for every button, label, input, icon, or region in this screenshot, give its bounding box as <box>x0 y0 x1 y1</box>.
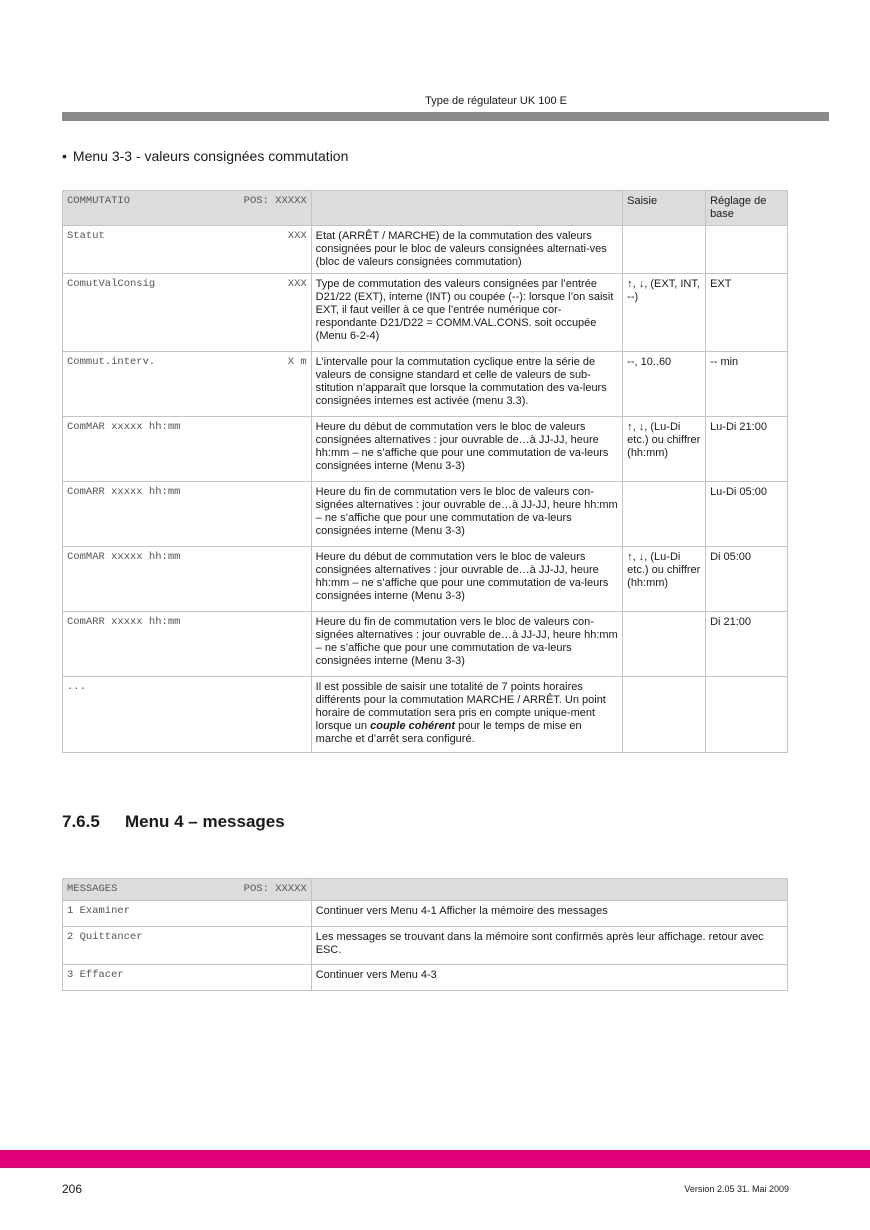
param-cell: 3 Effacer <box>63 965 312 991</box>
reglage-cell: Di 21:00 <box>706 612 788 677</box>
section-heading <box>62 812 285 832</box>
saisie-cell <box>623 677 706 753</box>
bullet-text: Menu 3-3 - valeurs consignées commutation <box>72 148 349 164</box>
table-row <box>63 612 788 677</box>
saisie-cell: ↑, ↓, (Lu-Di etc.) ou chiffrer (hh:mm) <box>623 547 706 612</box>
param-cell: ComMAR xxxxx hh:mm <box>63 547 312 612</box>
param-cell: 2 Quittancer <box>63 927 312 965</box>
desc-cell: Type de commutation des valeurs consignées par l’entrée D21/22 (EXT), interne (INT) ou coupée (--): lorsque l’on saisit EXT, il faut veiller à ce que l’entrée numérique cor-respondante D21/D22 = COMM.VAL.CONS. soit occupée (Menu 6-2-4) <box>311 274 622 352</box>
version-info: Version 2.05 31. Mai 2009 <box>684 1184 789 1194</box>
table-row <box>63 547 788 612</box>
table-row <box>63 901 788 927</box>
messages-table <box>62 878 788 991</box>
saisie-cell: ↑, ↓, (EXT, INT, --) <box>623 274 706 352</box>
desc-cell: Heure du début de commutation vers le bloc de valeurs consignées alternatives : jour ouvrable de…à JJ-JJ, heure hh:mm – ne s’affiche que pour une commutation de va-leurs consignées interne (Menu 3-3) <box>311 547 622 612</box>
reglage-cell: EXT <box>706 274 788 352</box>
table-header-row <box>63 879 788 901</box>
section-number: 7.6.5 <box>62 812 100 831</box>
bullet-icon: • <box>62 148 67 164</box>
desc-cell: Les messages se trouvant dans la mémoire sont confirmés après leur affichage. retour avec ESC. <box>311 927 787 965</box>
header-reglage-cell: Réglage de base <box>706 191 788 226</box>
desc-cell: Continuer vers Menu 4-3 <box>311 965 787 991</box>
saisie-cell: ↑, ↓, (Lu-Di etc.) ou chiffrer (hh:mm) <box>623 417 706 482</box>
section-title: Menu 4 – messages <box>125 812 285 831</box>
footer-bar <box>0 1150 870 1168</box>
table-row <box>63 226 788 274</box>
desc-cell: Il est possible de saisir une totalité de 7 points horaires différents pour la commutation MARCHE / ARRÊT. Un point horaire de commutation sera pris en compte unique-ment lorsque un couple cohérent pour le temps de mise en marche et d’arrêt sera configuré. <box>311 677 622 753</box>
reglage-cell <box>706 677 788 753</box>
saisie-cell: --, 10..60 <box>623 352 706 417</box>
saisie-cell <box>623 612 706 677</box>
reglage-cell: Lu-Di 21:00 <box>706 417 788 482</box>
header-bar <box>62 112 829 121</box>
table-row <box>63 927 788 965</box>
header-desc-cell <box>311 879 787 901</box>
bullet-heading <box>62 148 348 164</box>
param-cell: Statut XXX <box>63 226 312 274</box>
desc-cell: L’intervalle pour la commutation cyclique entre la série de valeurs de consigne standard et celle de valeurs de sub-stitution n’apparaît que lorsque la commutation des va-leurs consignées internes est activée (menu 3.3). <box>311 352 622 417</box>
table-row <box>63 417 788 482</box>
page-number: 206 <box>62 1182 83 1196</box>
param-cell: Commut.interv. X m <box>63 352 312 417</box>
reglage-cell: Lu-Di 05:00 <box>706 482 788 547</box>
table-row <box>63 352 788 417</box>
header-desc-cell <box>311 191 622 226</box>
running-header: Type de régulateur UK 100 E <box>425 95 567 107</box>
desc-cell: Etat (ARRÊT / MARCHE) de la commutation des valeurs consignées pour le bloc de valeurs consignées alternati-ves (bloc de valeurs consignées commutation) <box>311 226 622 274</box>
table-row <box>63 965 788 991</box>
param-cell: ... <box>63 677 312 753</box>
param-cell: ComMAR xxxxx hh:mm <box>63 417 312 482</box>
reglage-cell: Di 05:00 <box>706 547 788 612</box>
saisie-cell <box>623 226 706 274</box>
desc-cell: Continuer vers Menu 4-1 Afficher la mémoire des messages <box>311 901 787 927</box>
commutation-table <box>62 190 788 753</box>
param-cell: 1 Examiner <box>63 901 312 927</box>
table-row <box>63 482 788 547</box>
desc-cell: Heure du fin de commutation vers le bloc de valeurs con-signées alternatives : jour ouvrable de…à JJ-JJ, heure hh:mm – ne s’affiche que pour une commutation de va-leurs consignées interne (Menu 3-3) <box>311 482 622 547</box>
reglage-cell: -- min <box>706 352 788 417</box>
table-row <box>63 274 788 352</box>
param-cell: ComutValConsig XXX <box>63 274 312 352</box>
table-header-row <box>63 191 788 226</box>
header-saisie-cell: Saisie <box>623 191 706 226</box>
param-cell: ComARR xxxxx hh:mm <box>63 482 312 547</box>
table-row <box>63 677 788 753</box>
param-cell: ComARR xxxxx hh:mm <box>63 612 312 677</box>
header-menu-cell: MESSAGES POS: XXXXX <box>63 879 312 901</box>
desc-cell: Heure du fin de commutation vers le bloc de valeurs con-signées alternatives : jour ouvrable de…à JJ-JJ, heure hh:mm – ne s’affiche que pour une commutation de va-leurs consignées interne (Menu 3-3) <box>311 612 622 677</box>
saisie-cell <box>623 482 706 547</box>
desc-cell: Heure du début de commutation vers le bloc de valeurs consignées alternatives : jour ouvrable de…à JJ-JJ, heure hh:mm – ne s’affiche que pour une commutation de va-leurs consignées interne (Menu 3-3) <box>311 417 622 482</box>
reglage-cell <box>706 226 788 274</box>
header-menu-cell: COMMUTATIO POS: XXXXX <box>63 191 312 226</box>
